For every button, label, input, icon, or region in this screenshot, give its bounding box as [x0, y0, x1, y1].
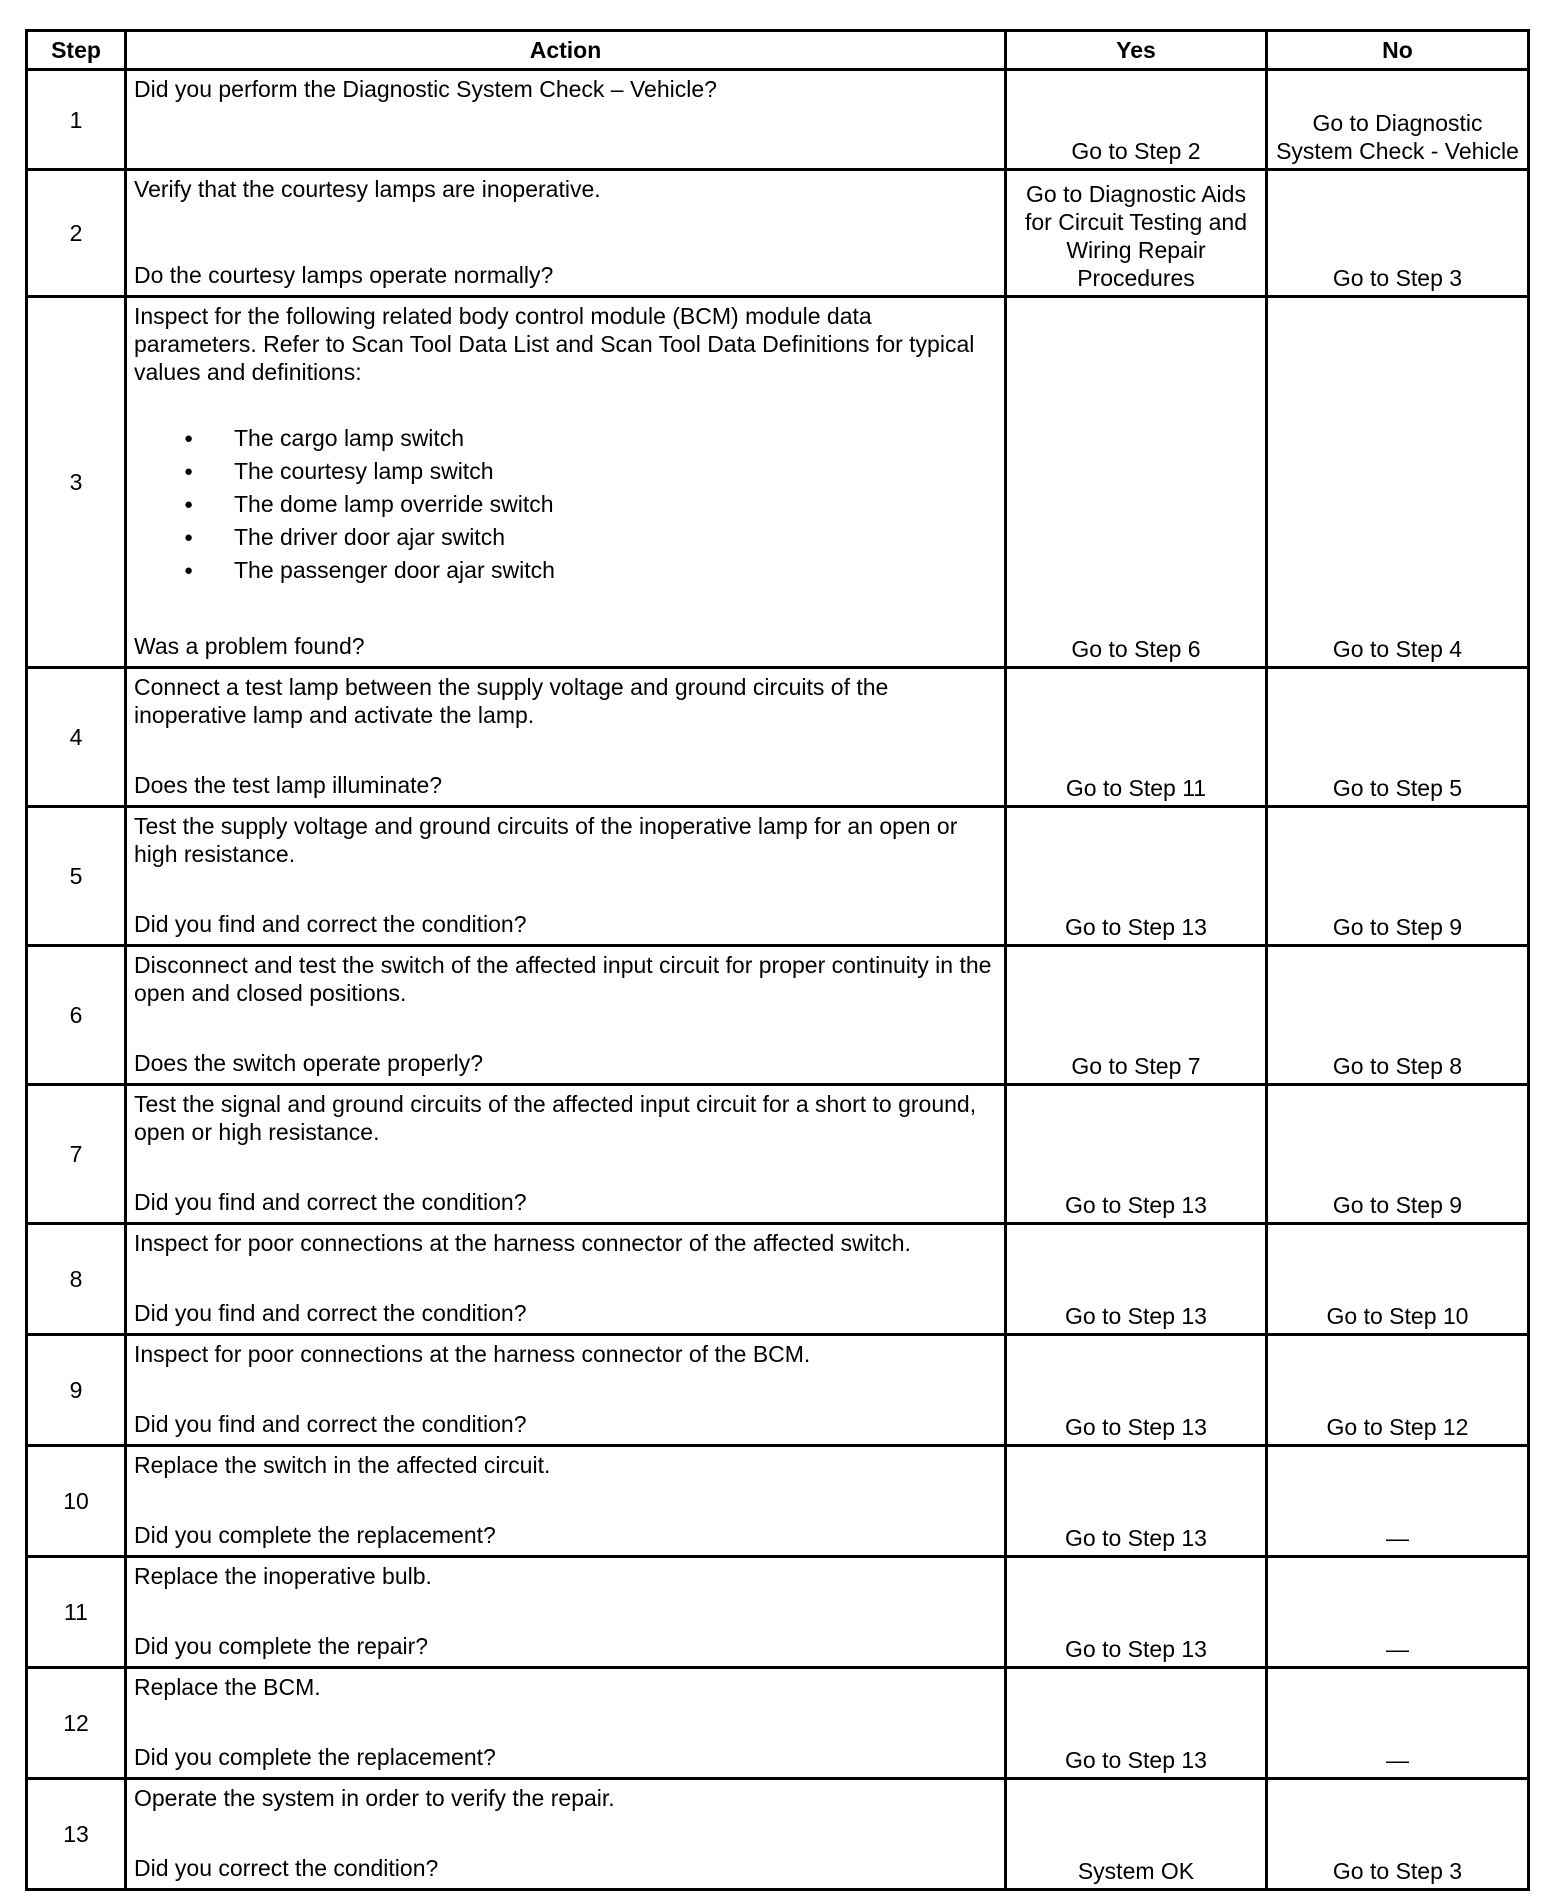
table-row	[27, 1557, 1529, 1668]
no-result: Go to Step 12	[1267, 1335, 1529, 1446]
yes-result: Go to Step 2	[1006, 70, 1267, 170]
yes-result: Go to Step 13	[1006, 1668, 1267, 1779]
no-result: —	[1267, 1446, 1529, 1557]
action-text: Verify that the courtesy lamps are inoperative.	[134, 176, 601, 202]
table-row	[27, 170, 1529, 297]
header-no: No	[1267, 31, 1529, 70]
yes-result: Go to Step 13	[1006, 1335, 1267, 1446]
step-number: 2	[27, 170, 126, 297]
action-text: Replace the switch in the affected circuit.	[134, 1452, 551, 1478]
action-cell	[126, 1779, 1006, 1890]
action-text: Disconnect and test the switch of the affected input circuit for proper continuity in the open and closed positions.	[134, 952, 992, 1006]
no-result: Go to Step 9	[1267, 1085, 1529, 1224]
action-question: Did you complete the repair?	[134, 1633, 429, 1659]
no-result: Go to Step 4	[1267, 297, 1529, 668]
table-row	[27, 297, 1529, 668]
action-cell	[126, 1446, 1006, 1557]
action-text: Test the signal and ground circuits of the affected input circuit for a short to ground, open or high resistance.	[134, 1091, 977, 1145]
action-cell	[126, 946, 1006, 1085]
action-cell	[126, 807, 1006, 946]
yes-result: Go to Step 13	[1006, 1224, 1267, 1335]
no-result: Go to Step 5	[1267, 668, 1529, 807]
step-number: 7	[27, 1085, 126, 1224]
header-action: Action	[126, 31, 1006, 70]
diagnostic-table	[25, 29, 1530, 1891]
action-cell	[126, 70, 1006, 170]
step-number: 11	[27, 1557, 126, 1668]
table-row	[27, 668, 1529, 807]
action-cell	[126, 170, 1006, 297]
action-text: Did you perform the Diagnostic System Check – Vehicle?	[134, 76, 717, 102]
action-cell	[126, 668, 1006, 807]
table-row	[27, 70, 1529, 170]
step-number: 1	[27, 70, 126, 170]
action-text: Test the supply voltage and ground circuits of the inoperative lamp for an open or high resistance.	[134, 813, 958, 867]
action-question: Do the courtesy lamps operate normally?	[134, 262, 554, 288]
step-number: 12	[27, 1668, 126, 1779]
action-text: Connect a test lamp between the supply voltage and ground circuits of the inoperative lamp and activate the lamp.	[134, 674, 889, 728]
action-question: Did you correct the condition?	[134, 1855, 439, 1881]
action-question: Did you find and correct the condition?	[134, 1300, 527, 1326]
action-text: Inspect for poor connections at the harness connector of the affected switch.	[134, 1230, 911, 1256]
step-number: 9	[27, 1335, 126, 1446]
header-row	[27, 31, 1529, 70]
action-question: Did you find and correct the condition?	[134, 911, 527, 937]
action-cell	[126, 1335, 1006, 1446]
no-result: —	[1267, 1557, 1529, 1668]
list-item: ● The cargo lamp switch	[134, 422, 997, 455]
action-cell	[126, 1224, 1006, 1335]
step-number: 4	[27, 668, 126, 807]
table-row	[27, 946, 1529, 1085]
no-result: Go to Step 3	[1267, 170, 1529, 297]
no-result: —	[1267, 1668, 1529, 1779]
action-question: Did you find and correct the condition?	[134, 1189, 527, 1215]
step-number: 13	[27, 1779, 126, 1890]
yes-result: Go to Step 13	[1006, 1446, 1267, 1557]
action-question: Does the switch operate properly?	[134, 1050, 484, 1076]
table-row	[27, 1085, 1529, 1224]
header-step: Step	[27, 31, 126, 70]
table-row	[27, 1224, 1529, 1335]
yes-result: Go to Step 7	[1006, 946, 1267, 1085]
action-text: Replace the inoperative bulb.	[134, 1563, 432, 1589]
action-text: Inspect for the following related body control module (BCM) module data parameters. Refer to Scan Tool Data List and Scan Tool Data Definitions for typical values and definitions:	[134, 303, 975, 385]
action-cell	[126, 1668, 1006, 1779]
step-number: 3	[27, 297, 126, 668]
yes-result: Go to Step 13	[1006, 1085, 1267, 1224]
action-text: Inspect for poor connections at the harness connector of the BCM.	[134, 1341, 811, 1367]
list-item: ● The passenger door ajar switch	[134, 554, 997, 587]
action-text: Operate the system in order to verify the repair.	[134, 1785, 615, 1811]
table-row	[27, 1335, 1529, 1446]
no-result: Go to Step 3	[1267, 1779, 1529, 1890]
list-item: ● The dome lamp override switch	[134, 488, 997, 521]
action-question: Was a problem found?	[134, 633, 365, 659]
step-number: 5	[27, 807, 126, 946]
parameter-list	[134, 422, 997, 587]
yes-result: System OK	[1006, 1779, 1267, 1890]
no-result: Go to Step 8	[1267, 946, 1529, 1085]
header-yes: Yes	[1006, 31, 1267, 70]
yes-result: Go to Diagnostic Aids for Circuit Testing and Wiring Repair Procedures	[1006, 170, 1267, 297]
yes-result: Go to Step 13	[1006, 807, 1267, 946]
table-row	[27, 1668, 1529, 1779]
action-question: Does the test lamp illuminate?	[134, 772, 443, 798]
table-row	[27, 1779, 1529, 1890]
action-cell	[126, 297, 1006, 668]
yes-result: Go to Step 13	[1006, 1557, 1267, 1668]
list-item: ● The courtesy lamp switch	[134, 455, 997, 488]
action-cell	[126, 1557, 1006, 1668]
yes-result: Go to Step 6	[1006, 297, 1267, 668]
action-question: Did you complete the replacement?	[134, 1744, 496, 1770]
list-item: ● The driver door ajar switch	[134, 521, 997, 554]
action-question: Did you complete the replacement?	[134, 1522, 496, 1548]
no-result: Go to Step 9	[1267, 807, 1529, 946]
action-question: Did you find and correct the condition?	[134, 1411, 527, 1437]
table-row	[27, 807, 1529, 946]
step-number: 10	[27, 1446, 126, 1557]
step-number: 8	[27, 1224, 126, 1335]
action-cell	[126, 1085, 1006, 1224]
step-number: 6	[27, 946, 126, 1085]
table-body	[27, 70, 1529, 1890]
no-result: Go to Diagnostic System Check - Vehicle	[1267, 70, 1529, 170]
action-text: Replace the BCM.	[134, 1674, 321, 1700]
no-result: Go to Step 10	[1267, 1224, 1529, 1335]
table-row	[27, 1446, 1529, 1557]
yes-result: Go to Step 11	[1006, 668, 1267, 807]
